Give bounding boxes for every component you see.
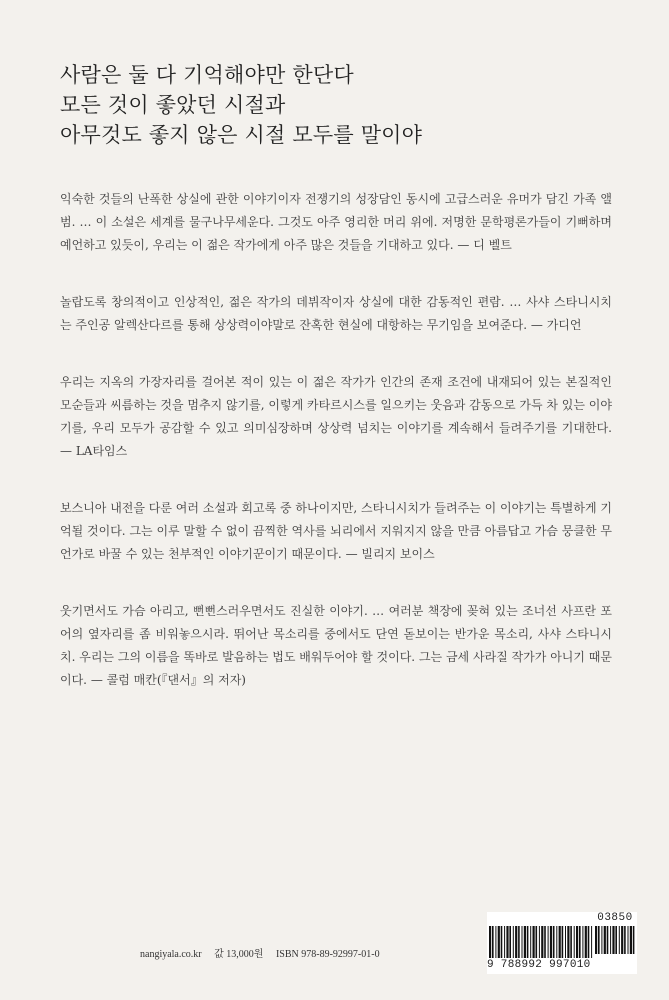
headline-line: 아무것도 좋지 않은 시절 모두를 말이야: [60, 123, 423, 147]
barcode-bar: [579, 926, 581, 958]
isbn-label: ISBN 978-89-92997-01-0: [275, 949, 380, 960]
barcode-bar: [501, 926, 503, 958]
review-text: 웃기면서도 가슴 아리고, 뻔뻔스러우면서도 진실한 이야기. … 여러분 책장에 꽂혀 있는 조너선 사프란 포어의 옆자리를 좀 비워놓으시라. 뛰어난 목소리를 중에서도 단연 돋보이는 반가운 목소리, 사샤 스타니시치. 우리는 그의 이름을 똑바로 발음하는 법도 배워두어야 할 것이다. 그는 금세 사라질 작가가 아니기 때문이다.: [60, 604, 612, 687]
publisher-website: nangiyala.co.kr: [140, 949, 202, 960]
barcode-bar: [548, 926, 549, 958]
barcode-bar: [591, 926, 592, 958]
barcode-bar: [524, 926, 526, 958]
barcode-bar: [495, 926, 496, 958]
review-item: [60, 371, 612, 463]
barcode-bar: [582, 926, 583, 958]
barcode-bar: [604, 926, 606, 954]
barcode-bar: [541, 926, 543, 958]
barcode-bar: [556, 926, 557, 958]
barcode-bar: [527, 926, 529, 958]
ean-digits: 9 788992 997010: [487, 959, 591, 971]
barcode-bar: [489, 926, 491, 958]
barcode-bar: [607, 926, 609, 954]
barcode-bar: [585, 926, 587, 958]
review-text: 익숙한 것들의 난폭한 상실에 관한 이야기이자 전쟁기의 성장담인 동시에 고급스러운 유머가 담긴 가족 앨범. … 이 소설은 세계를 물구나무세운다. 그것도 아주 영리한 머리 위에. 저명한 문학평론가들이 기뻐하며 예언하고 있듯이, 우리는 이 젊은 작가에게 아주 많은 것들을 기대하고 있다.: [60, 192, 612, 252]
barcode-bar: [509, 926, 511, 958]
barcode-bar: [574, 926, 575, 958]
review-source: — 디 벨트: [457, 238, 512, 252]
barcode-bar: [621, 926, 623, 954]
barcode-bar: [530, 926, 531, 958]
barcode-bar: [619, 926, 620, 954]
review-source: — 빌리지 보이스: [345, 547, 435, 561]
barcode-bar: [550, 926, 552, 958]
review-source: — 가디언: [530, 318, 582, 332]
barcode-bar: [536, 926, 538, 958]
addon-code: 03850: [597, 912, 633, 924]
review-item: [60, 600, 612, 692]
barcode-bar: [498, 926, 500, 958]
headline-line: 모든 것이 좋았던 시절과: [60, 93, 286, 117]
barcode-bar: [567, 926, 569, 958]
barcode-bar: [630, 926, 632, 954]
barcode-bar: [515, 926, 517, 958]
barcode-bar: [562, 926, 564, 958]
barcode-bar: [565, 926, 566, 958]
barcode-bar: [522, 926, 523, 958]
review-source: — 콜럼 매칸(『댄서』의 저자): [90, 673, 246, 687]
barcode-bar: [506, 926, 508, 958]
barcode-bar: [598, 926, 600, 954]
barcode-bars-icon: [489, 926, 593, 958]
barcode-bar: [518, 926, 520, 958]
review-item: [60, 188, 612, 257]
barcode-bar: [576, 926, 578, 958]
barcode-bar: [492, 926, 494, 958]
review-item: [60, 497, 612, 566]
publisher-info: [140, 945, 490, 960]
barcode-bar: [610, 926, 611, 954]
barcode-bar: [588, 926, 590, 958]
barcode-bar: [628, 926, 629, 954]
barcode-bar: [504, 926, 505, 958]
review-text: 놀랍도록 창의적이고 인상적인, 젊은 작가의 데뷔작이자 상실에 대한 감동적인 편람. … 사샤 스타니시치는 주인공 알렉산다르를 통해 상상력이야말로 잔혹한 현실에 대항하는 무기임을 보여준다.: [60, 295, 612, 332]
barcode-bar: [544, 926, 546, 958]
barcode-bar: [570, 926, 572, 958]
review-item: [60, 291, 612, 337]
barcode-bar: [612, 926, 614, 954]
headline-quote: [60, 60, 620, 150]
barcode-bar: [624, 926, 626, 954]
review-list: [60, 188, 612, 726]
review-text: 우리는 지옥의 가장자리를 걸어본 적이 있는 이 젊은 작가가 인간의 존재 조건에 내재되어 있는 본질적인 모순들과 씨름하는 것을 멈추지 않기를, 이렇게 카타르시스를 일으키는 웃음과 감동으로 가득 차 있는 이야기를, 우리 모두가 공감할 수 있고 의미심장하며 상상력 넘치는 이야기를 계속해서 들려주기를 기대한다.: [60, 375, 612, 435]
barcode-bar: [513, 926, 514, 958]
barcode-bar: [615, 926, 617, 954]
barcode-bar: [559, 926, 561, 958]
barcode-bar: [595, 926, 597, 954]
review-source: — LA타임스: [60, 444, 128, 458]
barcode-bar: [633, 926, 635, 954]
price-label: 값 13,000원: [214, 949, 264, 960]
headline-line: 사람은 둘 다 기억해야만 한단다: [60, 63, 354, 87]
isbn-barcode: [487, 912, 637, 974]
addon-barcode-bars-icon: [595, 926, 635, 954]
barcode-bar: [601, 926, 602, 954]
barcode-bar: [533, 926, 535, 958]
barcode-bar: [539, 926, 540, 958]
barcode-bar: [553, 926, 555, 958]
review-text: 보스니아 내전을 다룬 여러 소설과 회고록 중 하나이지만, 스타니시치가 들려주는 이 이야기는 특별하게 기억될 것이다. 그는 이루 말할 수 없이 끔찍한 역사를 뇌리에서 지워지지 않을 만큼 아름답고 가슴 뭉클한 무언가로 바꿀 수 있는 천부적인 이야기꾼이기 때문이다.: [60, 501, 612, 561]
